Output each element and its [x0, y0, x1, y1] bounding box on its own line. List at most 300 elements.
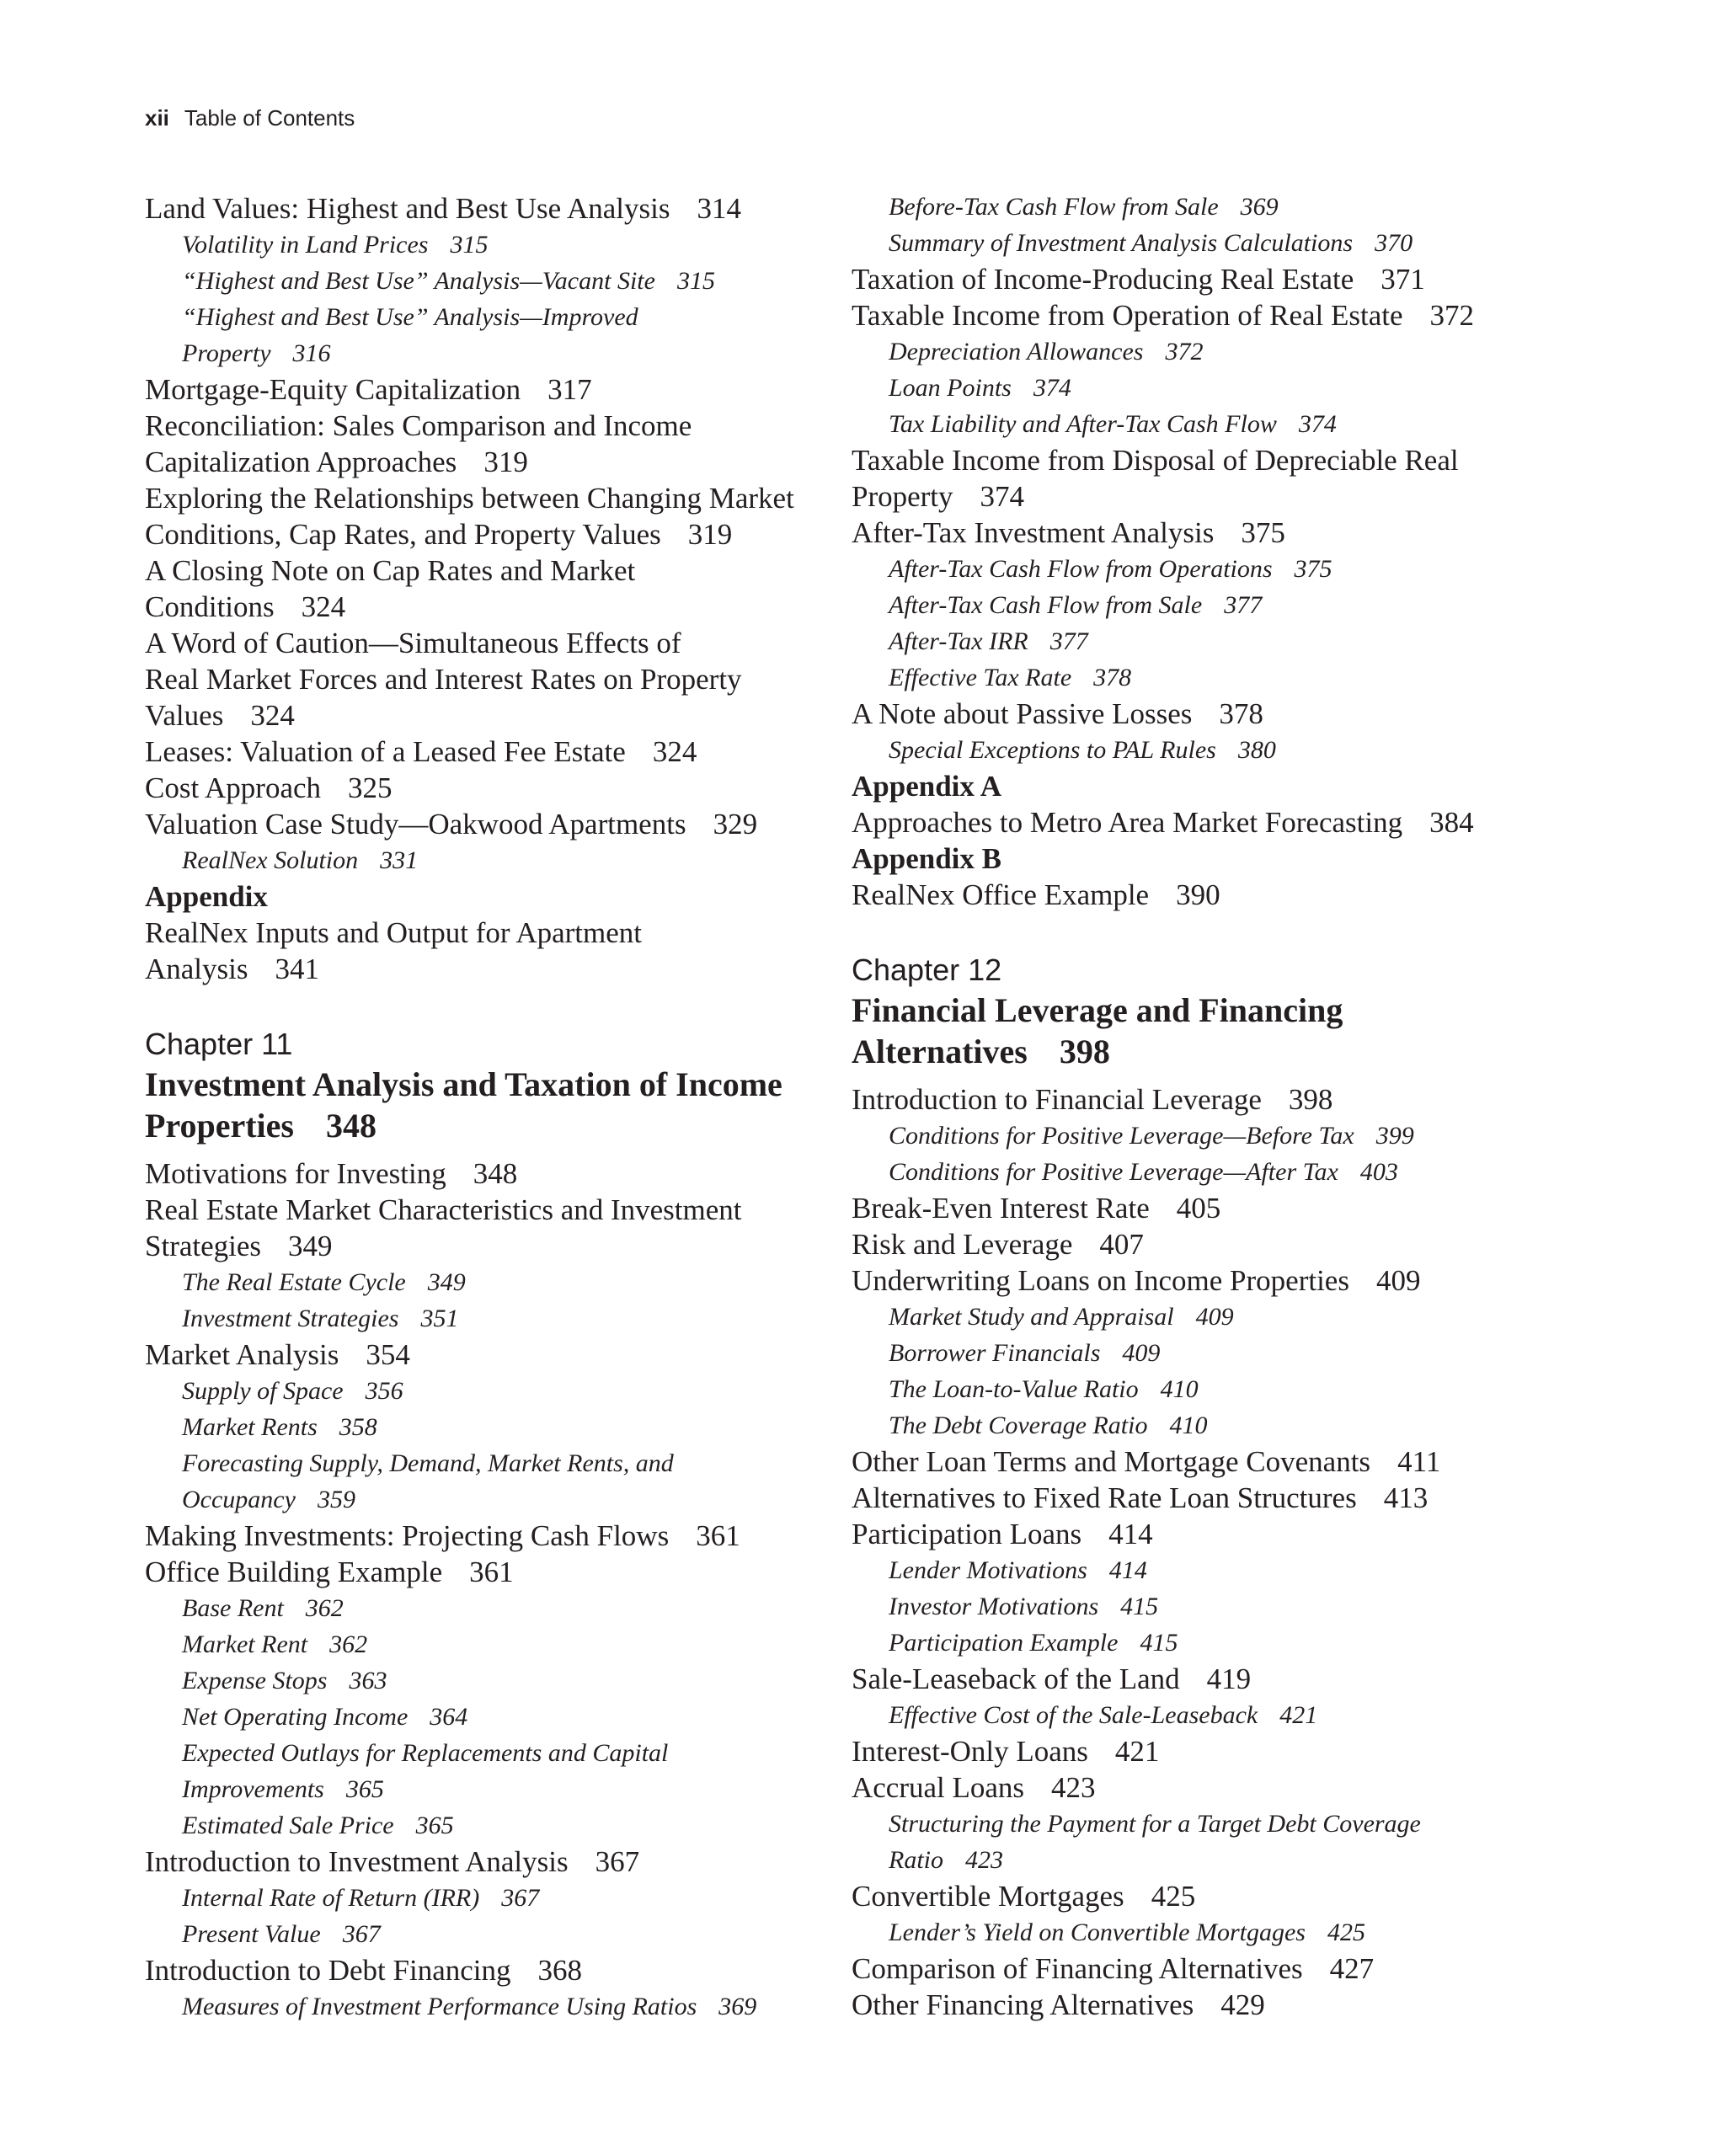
- entry-page-number: 314: [697, 192, 741, 225]
- entry-page-number: 423: [1051, 1771, 1096, 1804]
- entry-title: Introduction to Financial Leverage: [852, 1083, 1262, 1116]
- toc-subentry[interactable]: [145, 1880, 819, 1916]
- entry-title: Forecasting Supply, Demand, Market Rents, and: [182, 1449, 674, 1477]
- entry-title: Land Values: Highest and Best Use Analysis: [145, 192, 670, 225]
- entry-page-number: 359: [317, 1486, 355, 1513]
- entry-page-number: 405: [1176, 1192, 1221, 1225]
- entry-page-number: 358: [339, 1413, 377, 1441]
- entry-page-number: 415: [1140, 1629, 1178, 1657]
- entry-page-number: 369: [718, 1993, 757, 2020]
- entry-title: Convertible Mortgages: [852, 1880, 1124, 1913]
- entry-title: After-Tax IRR: [889, 627, 1028, 655]
- entry-page-number: 369: [1240, 193, 1279, 221]
- entry-page-number: 372: [1165, 338, 1204, 366]
- chapter-title-line[interactable]: [145, 1065, 819, 1104]
- toc-line: [145, 1192, 819, 1228]
- chapter-title-line[interactable]: [852, 990, 1525, 1030]
- entry-title: Conditions, Cap Rates, and Property Values: [145, 518, 661, 551]
- entry-page-number: 349: [288, 1230, 333, 1262]
- toc-line: [145, 371, 819, 408]
- entry-title: After-Tax Cash Flow from Operations: [889, 555, 1273, 583]
- toc-appendix-heading[interactable]: [852, 768, 1525, 804]
- entry-title: The Debt Coverage Ratio: [889, 1412, 1148, 1439]
- toc-entry[interactable]: [852, 1769, 1525, 1806]
- entry-title: Investor Motivations: [889, 1593, 1099, 1620]
- toc-entry[interactable]: [852, 1951, 1525, 1987]
- toc-line: [145, 1952, 819, 1988]
- toc-subentry[interactable]: [852, 1154, 1525, 1190]
- toc-entry[interactable]: [145, 552, 819, 625]
- entry-title: Introduction to Debt Financing: [145, 1954, 511, 1987]
- chapter-title-text: Properties: [145, 1107, 294, 1145]
- toc-subentry[interactable]: [145, 1590, 819, 1626]
- toc-subentry[interactable]: [145, 1916, 819, 1952]
- entry-title: Cost Approach: [145, 771, 322, 804]
- toc-entry[interactable]: [852, 696, 1525, 732]
- toc-line: [145, 625, 819, 661]
- toc-entry[interactable]: [145, 1337, 819, 1373]
- entry-title: Market Rents: [182, 1413, 318, 1441]
- entry-page-number: 316: [292, 339, 331, 367]
- entry-title: Tax Liability and After-Tax Cash Flow: [889, 410, 1277, 438]
- entry-title: Depreciation Allowances: [889, 338, 1144, 366]
- toc-entry[interactable]: [852, 1081, 1525, 1118]
- entry-title: Exploring the Relationships between Changing Market: [145, 482, 794, 515]
- toc-subentry[interactable]: [145, 1626, 819, 1662]
- entry-title: Analysis: [145, 953, 248, 985]
- toc-line: [145, 806, 819, 842]
- toc-line: [852, 225, 1525, 261]
- entry-page-number: 325: [348, 771, 393, 804]
- toc-subentry[interactable]: [852, 334, 1525, 370]
- toc-subentry[interactable]: [145, 227, 819, 263]
- entry-title: Alternatives to Fixed Rate Loan Structures: [852, 1481, 1357, 1514]
- entry-title: RealNex Solution: [182, 846, 359, 874]
- entry-page-number: 371: [1381, 263, 1425, 296]
- toc-subentry[interactable]: [852, 1588, 1525, 1625]
- toc-entry[interactable]: [145, 1554, 819, 1590]
- toc-entry[interactable]: [145, 915, 819, 987]
- entry-page-number: 374: [1298, 410, 1337, 438]
- toc-subentry[interactable]: [145, 1300, 819, 1337]
- entry-title: Underwriting Loans on Income Properties: [852, 1264, 1349, 1297]
- toc-line: [852, 406, 1525, 442]
- toc-entry[interactable]: [145, 480, 819, 552]
- entry-page-number: 315: [676, 267, 715, 295]
- entry-title: Expense Stops: [182, 1667, 328, 1694]
- toc-subentry[interactable]: [145, 1445, 819, 1518]
- toc-line: [852, 623, 1525, 659]
- toc-line: [145, 697, 819, 734]
- toc-entry[interactable]: [145, 1155, 819, 1192]
- toc-line: [852, 877, 1525, 913]
- entry-title: Risk and Leverage: [852, 1228, 1073, 1261]
- toc-entry[interactable]: [852, 442, 1525, 515]
- chapter-title-text: Financial Leverage and Financing: [852, 991, 1343, 1029]
- toc-entry[interactable]: [852, 1661, 1525, 1697]
- toc-entry[interactable]: [145, 1844, 819, 1880]
- entry-title: Summary of Investment Analysis Calculations: [889, 229, 1354, 257]
- toc-line: [852, 189, 1525, 225]
- toc-entry[interactable]: [145, 770, 819, 806]
- entry-page-number: 374: [1033, 374, 1071, 402]
- entry-page-number: 348: [473, 1157, 518, 1190]
- toc-entry[interactable]: [145, 806, 819, 842]
- entry-page-number: 411: [1397, 1445, 1441, 1478]
- toc-line: [852, 1769, 1525, 1806]
- entry-page-number: 354: [366, 1338, 410, 1371]
- entry-title: Accrual Loans: [852, 1771, 1025, 1804]
- toc-line: [145, 1590, 819, 1626]
- entry-title: Improvements: [182, 1775, 324, 1803]
- toc-entry[interactable]: [145, 1952, 819, 1988]
- entry-title: Property: [852, 480, 953, 513]
- entry-title: After-Tax Cash Flow from Sale: [889, 591, 1203, 619]
- toc-line: [145, 552, 819, 589]
- entry-page-number: 407: [1099, 1228, 1144, 1261]
- toc-line: [852, 334, 1525, 370]
- entry-page-number: 380: [1237, 736, 1276, 764]
- entry-page-number: 398: [1288, 1083, 1333, 1116]
- toc-line: [145, 299, 819, 335]
- entry-title: Volatility in Land Prices: [182, 231, 429, 259]
- entry-title: Occupancy: [182, 1486, 296, 1513]
- entry-title: Participation Loans: [852, 1518, 1082, 1550]
- entry-title: Market Study and Appraisal: [889, 1303, 1174, 1331]
- toc-subentry[interactable]: [852, 1914, 1525, 1951]
- entry-title: A Closing Note on Cap Rates and Market: [145, 554, 636, 587]
- toc-line: [852, 1697, 1525, 1733]
- toc-entry[interactable]: [852, 1878, 1525, 1914]
- toc-subentry[interactable]: [145, 1373, 819, 1409]
- toc-subentry[interactable]: [852, 1552, 1525, 1588]
- entry-page-number: 423: [965, 1846, 1003, 1874]
- toc-line: [852, 1081, 1525, 1118]
- entry-page-number: 377: [1049, 627, 1088, 655]
- chapter-heading: [145, 1026, 819, 1145]
- toc-line: [852, 1951, 1525, 1987]
- entry-title: Sale-Leaseback of the Land: [852, 1662, 1180, 1695]
- entry-page-number: 356: [365, 1377, 403, 1405]
- toc-entry[interactable]: [852, 515, 1525, 551]
- entry-title: Interest-Only Loans: [852, 1735, 1088, 1768]
- chapter-label: Chapter 11: [145, 1027, 293, 1061]
- entry-page-number: 377: [1224, 591, 1263, 619]
- entry-title: Estimated Sale Price: [182, 1812, 394, 1839]
- toc-line: [145, 1481, 819, 1518]
- toc-entry[interactable]: [145, 1518, 819, 1554]
- entry-title: Other Financing Alternatives: [852, 1988, 1194, 2021]
- page-number: xii: [145, 105, 169, 131]
- toc-subentry[interactable]: [145, 299, 819, 371]
- toc-line: [852, 1407, 1525, 1444]
- toc-subentry[interactable]: [852, 732, 1525, 768]
- toc-subentry[interactable]: [145, 1988, 819, 2025]
- toc-line: [145, 1518, 819, 1554]
- chapter-heading: [852, 952, 1525, 1071]
- entry-page-number: 367: [342, 1920, 381, 1948]
- toc-line: [145, 734, 819, 770]
- entry-title: Participation Example: [889, 1629, 1119, 1657]
- toc-line: [852, 442, 1525, 478]
- toc-line: [852, 370, 1525, 406]
- entry-page-number: 419: [1206, 1662, 1252, 1695]
- running-head: [145, 101, 355, 135]
- toc-line: [852, 1190, 1525, 1226]
- toc-subentry[interactable]: [852, 1335, 1525, 1371]
- toc-entry[interactable]: [145, 190, 819, 227]
- toc-subentry[interactable]: [852, 587, 1525, 623]
- entry-title: Appendix B: [852, 842, 1001, 875]
- entry-page-number: 324: [301, 590, 346, 623]
- entry-page-number: 315: [450, 231, 489, 259]
- toc-line: [145, 1373, 819, 1409]
- toc-subentry[interactable]: [145, 1264, 819, 1300]
- entry-title: Introduction to Investment Analysis: [145, 1845, 569, 1878]
- toc-line: [145, 1844, 819, 1880]
- entry-title: Strategies: [145, 1230, 262, 1262]
- toc-entry[interactable]: [145, 1192, 819, 1264]
- entry-title: Special Exceptions to PAL Rules: [889, 736, 1216, 764]
- chapter-title-line[interactable]: [852, 1032, 1525, 1071]
- entry-page-number: 410: [1169, 1412, 1208, 1439]
- entry-title: Investment Strategies: [182, 1305, 399, 1332]
- toc-subentry[interactable]: [145, 1807, 819, 1844]
- toc-line: [852, 1444, 1525, 1480]
- toc-line: [852, 1226, 1525, 1262]
- toc-entry[interactable]: [852, 877, 1525, 913]
- entry-page-number: 399: [1375, 1122, 1414, 1150]
- entry-title: Lender Motivations: [889, 1556, 1087, 1584]
- entry-page-number: 415: [1120, 1593, 1159, 1620]
- toc-subentry[interactable]: [852, 1625, 1525, 1661]
- toc-subentry[interactable]: [852, 1697, 1525, 1733]
- toc-line: [852, 804, 1525, 841]
- toc-subentry[interactable]: [852, 1371, 1525, 1407]
- entry-page-number: 341: [275, 953, 319, 985]
- entry-title: “Highest and Best Use” Analysis—Vacant Site: [182, 267, 655, 295]
- entry-title: Reconciliation: Sales Comparison and Income: [145, 409, 692, 442]
- entry-title: Before-Tax Cash Flow from Sale: [889, 193, 1219, 221]
- entry-title: Real Estate Market Characteristics and Investment: [145, 1193, 742, 1226]
- toc-line: [145, 408, 819, 444]
- toc-subentry[interactable]: [852, 1118, 1525, 1154]
- entry-title: Other Loan Terms and Mortgage Covenants: [852, 1445, 1371, 1478]
- toc-subentry[interactable]: [145, 1735, 819, 1807]
- toc-line: [145, 878, 819, 915]
- entry-page-number: 427: [1329, 1952, 1375, 1985]
- entry-page-number: 414: [1108, 1556, 1147, 1584]
- toc-line: [145, 1300, 819, 1337]
- toc-subentry[interactable]: [852, 1806, 1525, 1878]
- entry-page-number: 319: [483, 446, 528, 478]
- toc-entry[interactable]: [852, 804, 1525, 841]
- toc-entry[interactable]: [852, 297, 1525, 334]
- toc-line: [852, 478, 1525, 515]
- toc-line: [852, 1806, 1525, 1842]
- toc-line: [145, 516, 819, 552]
- entry-page-number: 364: [430, 1703, 468, 1731]
- toc-subentry[interactable]: [145, 1662, 819, 1699]
- toc-entry[interactable]: [145, 371, 819, 408]
- entry-page-number: 372: [1429, 299, 1475, 332]
- entry-page-number: 409: [1195, 1303, 1234, 1331]
- chapter-label: Chapter 12: [852, 953, 1002, 987]
- toc-line: [145, 1880, 819, 1916]
- entry-title: Values: [145, 699, 224, 732]
- toc-entry[interactable]: [852, 1444, 1525, 1480]
- toc-entry[interactable]: [852, 1190, 1525, 1226]
- toc-line: [852, 1914, 1525, 1951]
- entry-title: Conditions: [145, 590, 275, 623]
- entry-title: Appendix A: [852, 770, 1001, 803]
- toc-line: [145, 480, 819, 516]
- entry-page-number: 410: [1160, 1375, 1199, 1403]
- toc-subentry[interactable]: [852, 659, 1525, 696]
- toc-appendix-heading[interactable]: [852, 841, 1525, 877]
- entry-title: A Word of Caution—Simultaneous Effects of: [145, 627, 681, 659]
- entry-title: Office Building Example: [145, 1556, 443, 1588]
- entry-title: Real Market Forces and Interest Rates on Property: [145, 663, 742, 696]
- toc-subentry[interactable]: [852, 623, 1525, 659]
- toc-line: [145, 1337, 819, 1373]
- entry-title: “Highest and Best Use” Analysis—Improved: [182, 303, 638, 331]
- toc-line: [145, 1228, 819, 1264]
- entry-page-number: 409: [1122, 1339, 1161, 1367]
- entry-title: Approaches to Metro Area Market Forecasting: [852, 806, 1403, 839]
- entry-page-number: 421: [1279, 1701, 1318, 1729]
- entry-title: Loan Points: [889, 374, 1012, 402]
- entry-page-number: 421: [1114, 1735, 1160, 1768]
- entry-title: Net Operating Income: [182, 1703, 409, 1731]
- toc-line: [145, 1626, 819, 1662]
- entry-title: Leases: Valuation of a Leased Fee Estate: [145, 735, 626, 768]
- toc-subentry[interactable]: [852, 551, 1525, 587]
- toc-subentry[interactable]: [145, 842, 819, 878]
- chapter-page-number: 398: [1059, 1033, 1110, 1070]
- entry-page-number: 374: [980, 480, 1025, 513]
- toc-line: [852, 1335, 1525, 1371]
- entry-title: Supply of Space: [182, 1377, 344, 1405]
- entry-title: Effective Cost of the Sale-Leaseback: [889, 1701, 1258, 1729]
- entry-page-number: 351: [420, 1305, 459, 1332]
- entry-title: Conditions for Positive Leverage—After Tax: [889, 1158, 1338, 1186]
- toc-line: [145, 1916, 819, 1952]
- entry-title: Market Analysis: [145, 1338, 339, 1371]
- chapter-title-text: Investment Analysis and Taxation of Income: [145, 1065, 782, 1103]
- entry-title: Taxable Income from Disposal of Depreciable Real: [852, 444, 1459, 477]
- entry-title: Property: [182, 339, 271, 367]
- toc-entry[interactable]: [145, 408, 819, 480]
- toc-line: [145, 915, 819, 951]
- toc-subentry[interactable]: [852, 189, 1525, 225]
- toc-line: [145, 1988, 819, 2025]
- toc-line: [852, 587, 1525, 623]
- toc-line: [852, 1552, 1525, 1588]
- toc-subentry[interactable]: [852, 406, 1525, 442]
- entry-title: Lender’s Yield on Convertible Mortgages: [889, 1919, 1306, 1946]
- toc-entry[interactable]: [852, 1262, 1525, 1299]
- toc-line: [852, 1878, 1525, 1914]
- entry-page-number: 375: [1241, 516, 1285, 549]
- entry-title: Measures of Investment Performance Using Ratios: [182, 1993, 697, 2020]
- entry-title: Motivations for Investing: [145, 1157, 446, 1190]
- entry-title: The Loan-to-Value Ratio: [889, 1375, 1139, 1403]
- toc-line: [852, 1118, 1525, 1154]
- entry-title: Mortgage-Equity Capitalization: [145, 373, 521, 406]
- toc-line: [852, 1371, 1525, 1407]
- entry-page-number: 324: [652, 735, 697, 768]
- entry-title: Valuation Case Study—Oakwood Apartments: [145, 808, 686, 841]
- toc-line: [852, 297, 1525, 334]
- entry-page-number: 317: [547, 373, 592, 406]
- toc-line: [145, 190, 819, 227]
- entry-title: Effective Tax Rate: [889, 664, 1072, 691]
- entry-title: Making Investments: Projecting Cash Flows: [145, 1519, 670, 1552]
- entry-page-number: 425: [1327, 1919, 1365, 1946]
- toc-line: [852, 261, 1525, 297]
- toc-subentry[interactable]: [852, 370, 1525, 406]
- entry-title: Taxation of Income-Producing Real Estate: [852, 263, 1354, 296]
- toc-line: [852, 1625, 1525, 1661]
- entry-page-number: 367: [595, 1845, 640, 1878]
- toc-entry[interactable]: [145, 625, 819, 734]
- entry-title: Taxable Income from Operation of Real Estate: [852, 299, 1403, 332]
- entry-page-number: 413: [1383, 1481, 1429, 1514]
- toc-line: [145, 589, 819, 625]
- toc-line: [852, 1516, 1525, 1552]
- toc-entry[interactable]: [852, 1987, 1525, 2023]
- toc-entry[interactable]: [852, 1480, 1525, 1516]
- entry-title: Present Value: [182, 1920, 321, 1948]
- chapter-title-line[interactable]: [145, 1106, 819, 1145]
- toc-line: [852, 1987, 1525, 2023]
- toc-line: [852, 1733, 1525, 1769]
- toc-line: [852, 515, 1525, 551]
- toc-entry[interactable]: [852, 1733, 1525, 1769]
- entry-title: RealNex Office Example: [852, 878, 1150, 911]
- toc-subentry[interactable]: [852, 1407, 1525, 1444]
- toc-line: [145, 1554, 819, 1590]
- toc-line: [145, 1807, 819, 1844]
- entry-page-number: 329: [713, 808, 758, 841]
- toc-entry[interactable]: [852, 1516, 1525, 1552]
- entry-title: Comparison of Financing Alternatives: [852, 1952, 1303, 1985]
- entry-page-number: 384: [1429, 806, 1474, 839]
- entry-page-number: 403: [1359, 1158, 1398, 1186]
- toc-appendix-heading[interactable]: [145, 878, 819, 915]
- toc-entry[interactable]: [145, 734, 819, 770]
- toc-subentry[interactable]: [145, 1409, 819, 1445]
- toc-line: [145, 444, 819, 480]
- entry-title: Structuring the Payment for a Target Debt Coverage: [889, 1810, 1421, 1838]
- toc-line: [852, 1661, 1525, 1697]
- entry-page-number: 414: [1108, 1518, 1153, 1550]
- entry-page-number: 324: [250, 699, 295, 732]
- toc-entry[interactable]: [852, 261, 1525, 297]
- toc-line: [145, 1735, 819, 1771]
- toc-subentry[interactable]: [145, 1699, 819, 1735]
- toc-subentry[interactable]: [852, 225, 1525, 261]
- toc-entry[interactable]: [852, 1226, 1525, 1262]
- entry-title: Break-Even Interest Rate: [852, 1192, 1150, 1225]
- entry-page-number: 409: [1375, 1264, 1421, 1297]
- toc-subentry[interactable]: [145, 263, 819, 299]
- toc-line: [852, 841, 1525, 877]
- entry-title: A Note about Passive Losses: [852, 697, 1193, 730]
- toc-line: [145, 770, 819, 806]
- toc-subentry[interactable]: [852, 1299, 1525, 1335]
